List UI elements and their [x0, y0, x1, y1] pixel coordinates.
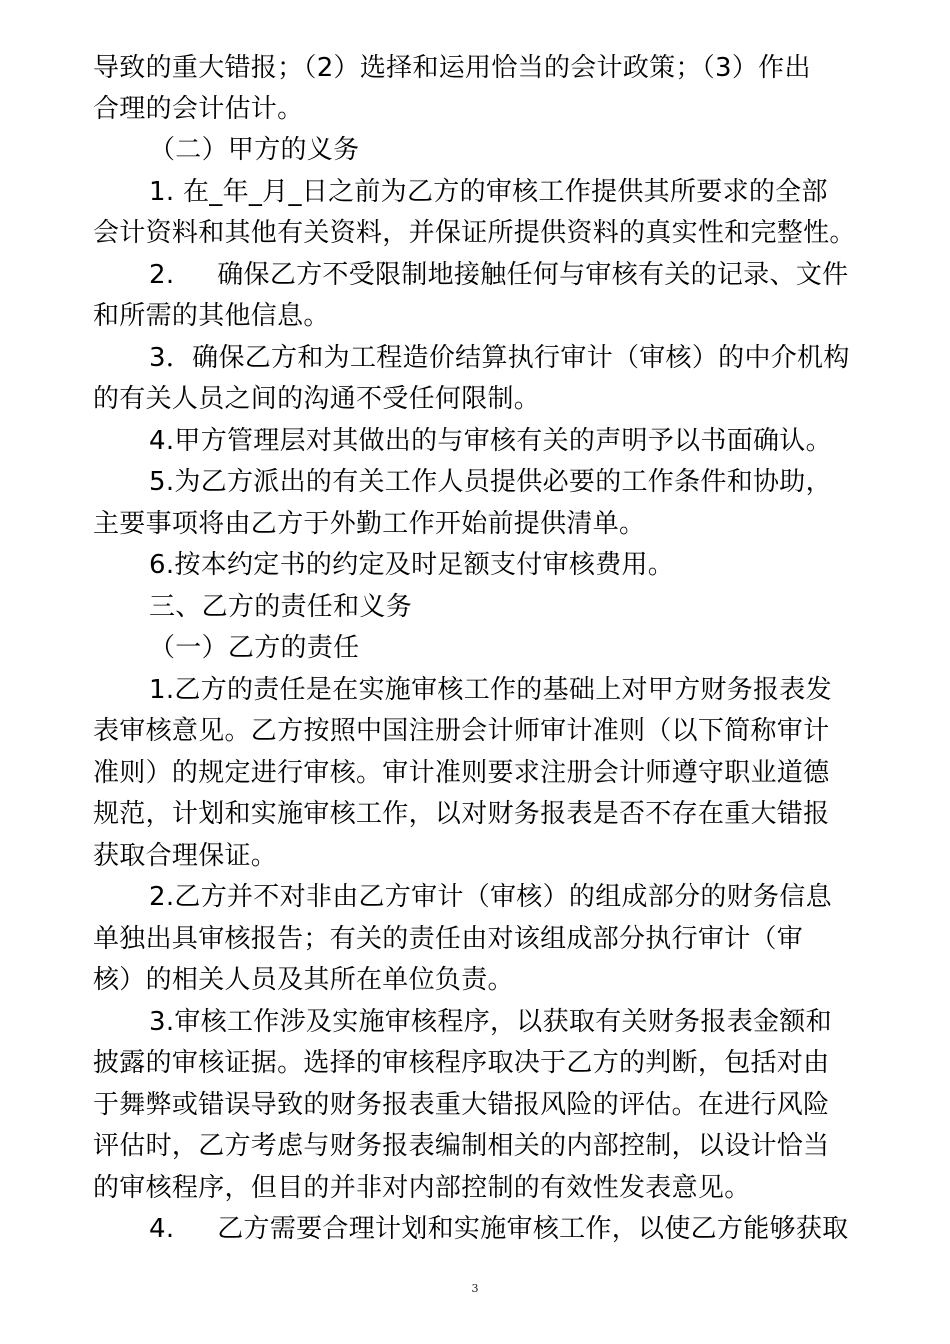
- text-line: 核）的相关人员及其所在单位负责。: [93, 965, 514, 995]
- text-line: 的有关人员之间的沟通不受任何限制。: [93, 384, 541, 414]
- text-line: 主要事项将由乙方于外勤工作开始前提供清单。: [93, 509, 646, 539]
- text-line: 单独出具审核报告；有关的责任由对该组成部分执行审计（审: [93, 924, 804, 954]
- text-line: 获取合理保证。: [93, 841, 278, 871]
- section-heading: 三、乙方的责任和义务: [149, 592, 413, 622]
- text-line: 2. 确保乙方不受限制地接触任何与审核有关的记录、文件: [149, 260, 849, 290]
- section-heading: （一）乙方的责任: [149, 633, 360, 663]
- page-number: 3: [471, 1282, 479, 1295]
- text-line: 3．确保乙方和为工程造价结算执行审计（审核）的中介机构: [149, 343, 850, 373]
- text-line: 评估时，乙方考虑与财务报表编制相关的内部控制，以设计恰当: [93, 1131, 830, 1161]
- text-line: 4.甲方管理层对其做出的与审核有关的声明予以书面确认。: [149, 426, 832, 456]
- text-line: 3.审核工作涉及实施审核程序，以获取有关财务报表金额和: [149, 1007, 832, 1037]
- text-line: 规范，计划和实施审核工作，以对财务报表是否不存在重大错报: [93, 799, 830, 829]
- text-line: 会计资料和其他有关资料，并保证所提供资料的真实性和完整性。: [93, 218, 856, 248]
- text-line: 5.为乙方派出的有关工作人员提供必要的工作条件和协助，: [149, 467, 832, 497]
- text-line: 准则）的规定进行审核。审计准则要求注册会计师遵守职业道德: [93, 758, 830, 788]
- text-line: 表审核意见。乙方按照中国注册会计师审计准则（以下简称审计: [93, 716, 830, 746]
- text-line: 导致的重大错报；（2）选择和运用恰当的会计政策；（3）作出: [93, 53, 811, 83]
- text-line: 2.乙方并不对非由乙方审计（审核）的组成部分的财务信息: [149, 882, 832, 912]
- text-line: 4. 乙方需要合理计划和实施审核工作，以使乙方能够获取: [149, 1214, 849, 1244]
- text-line: 披露的审核证据。选择的审核程序取决于乙方的判断，包括对由: [93, 1048, 830, 1078]
- text-line: 6.按本约定书的约定及时足额支付审核费用。: [149, 550, 675, 580]
- text-line: 合理的会计估计。: [93, 94, 304, 124]
- text-line: 1.乙方的责任是在实施审核工作的基础上对甲方财务报表发: [149, 675, 832, 705]
- text-line: 1. 在_年_月_日之前为乙方的审核工作提供其所要求的全部: [149, 177, 828, 207]
- section-heading: （二）甲方的义务: [149, 135, 360, 165]
- text-line: 和所需的其他信息。: [93, 301, 330, 331]
- text-line: 的审核程序，但目的并非对内部控制的有效性发表意见。: [93, 1173, 751, 1203]
- text-line: 于舞弊或错误导致的财务报表重大错报风险的评估。在进行风险: [93, 1090, 830, 1120]
